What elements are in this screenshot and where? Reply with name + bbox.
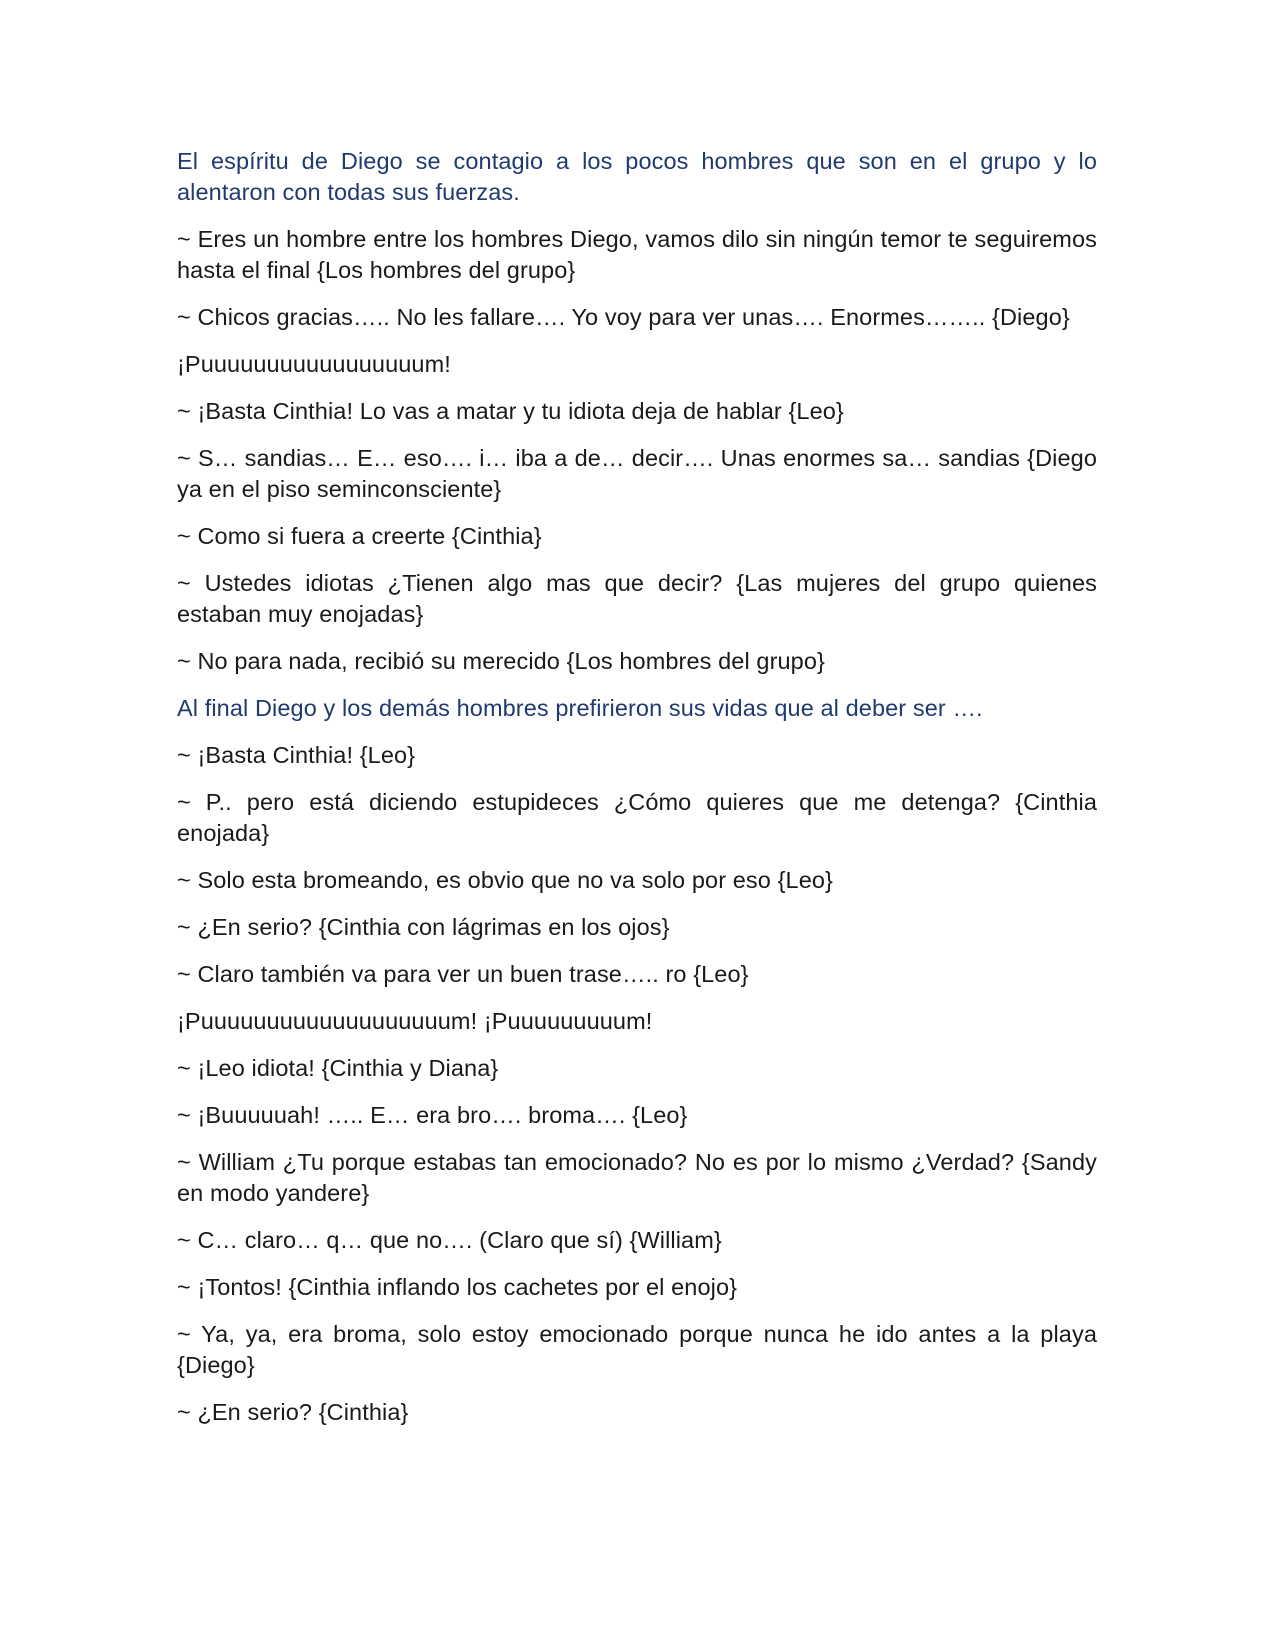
dialogue-paragraph: ~ ¡Leo idiota! {Cinthia y Diana}: [177, 1055, 499, 1081]
dialogue-paragraph: ~ Ustedes idiotas ¿Tienen algo mas que decir? {Las mujeres del grupo quienes estaban muy enojadas}: [177, 570, 1097, 627]
dialogue-paragraph: ~ ¡Basta Cinthia! {Leo}: [177, 742, 416, 768]
dialogue-paragraph: ~ William ¿Tu porque estabas tan emocionado? No es por lo mismo ¿Verdad? {Sandy en modo yandere}: [177, 1149, 1097, 1206]
sound-effect-paragraph: ¡Puuuuuuuuuuuuuuuuuuum! ¡Puuuuuuuuum!: [177, 1008, 653, 1034]
dialogue-paragraph: ~ ¡Basta Cinthia! Lo vas a matar y tu idiota deja de hablar {Leo}: [177, 398, 844, 424]
narration-paragraph: El espíritu de Diego se contagio a los pocos hombres que son en el grupo y lo alentaron con todas sus fuerzas.: [177, 148, 1097, 205]
dialogue-paragraph: ~ Eres un hombre entre los hombres Diego, vamos dilo sin ningún temor te seguiremos hasta el final {Los hombres del grupo}: [177, 226, 1097, 283]
dialogue-paragraph: ~ C… claro… q… que no…. (Claro que sí) {William}: [177, 1227, 722, 1253]
dialogue-paragraph: ~ ¿En serio? {Cinthia con lágrimas en los ojos}: [177, 914, 670, 940]
dialogue-paragraph: ~ Solo esta bromeando, es obvio que no va solo por eso {Leo}: [177, 867, 833, 893]
dialogue-paragraph: ~ Ya, ya, era broma, solo estoy emocionado porque nunca he ido antes a la playa {Diego}: [177, 1321, 1097, 1378]
dialogue-paragraph: ~ Claro también va para ver un buen trase….. ro {Leo}: [177, 961, 749, 987]
dialogue-paragraph: ~ Como si fuera a creerte {Cinthia}: [177, 523, 542, 549]
dialogue-paragraph: ~ P.. pero está diciendo estupideces ¿Cómo quieres que me detenga? {Cinthia enojada}: [177, 789, 1097, 846]
dialogue-paragraph: ~ Chicos gracias….. No les fallare…. Yo voy para ver unas…. Enormes…….. {Diego}: [177, 304, 1070, 330]
narration-paragraph: Al final Diego y los demás hombres prefirieron sus vidas que al deber ser ….: [177, 695, 983, 721]
sound-effect-paragraph: ¡Puuuuuuuuuuuuuuuuum!: [177, 351, 451, 377]
page-body: [177, 146, 1097, 1444]
dialogue-paragraph: ~ ¡Buuuuuah! ….. E… era bro…. broma…. {Leo}: [177, 1102, 688, 1128]
dialogue-paragraph: ~ No para nada, recibió su merecido {Los hombres del grupo}: [177, 648, 825, 674]
dialogue-paragraph: ~ S… sandias… E… eso…. i… iba a de… decir…. Unas enormes sa… sandias {Diego ya en el piso seminconsciente}: [177, 445, 1097, 502]
dialogue-paragraph: ~ ¿En serio? {Cinthia}: [177, 1399, 409, 1425]
dialogue-paragraph: ~ ¡Tontos! {Cinthia inflando los cachetes por el enojo}: [177, 1274, 738, 1300]
